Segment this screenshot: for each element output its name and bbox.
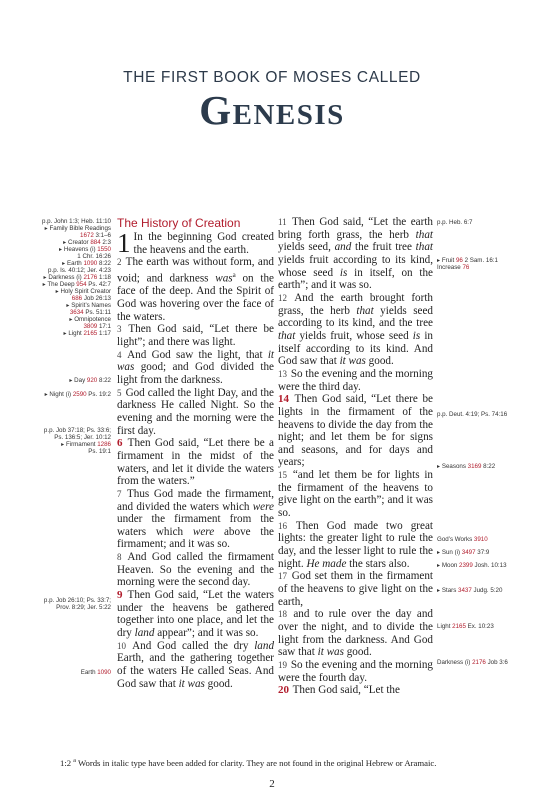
verse-text: in itself, on the earth”; and it was so. bbox=[278, 266, 433, 292]
margin-note-ref: 2 Sam. 16:1 bbox=[462, 257, 498, 264]
margin-note bbox=[437, 587, 502, 594]
margin-note-ref: Job 3:6 bbox=[485, 659, 508, 666]
verse-italic: it was bbox=[117, 348, 275, 374]
margin-note: p.p. John 1:3; Heb. 11:10 bbox=[41, 218, 111, 225]
verse-text: yields fruit, whose seed bbox=[295, 329, 413, 342]
margin-note: p.p. Job 37:18; Ps. 33:6; bbox=[43, 427, 111, 434]
margin-note-label: Earth bbox=[66, 260, 84, 267]
triangle-icon: ▸ bbox=[43, 274, 47, 281]
margin-note-ref: 2:3 bbox=[100, 239, 111, 246]
footnote bbox=[60, 758, 500, 768]
triangle-icon: ▸ bbox=[69, 316, 73, 323]
margin-note-label: Darkness (i) bbox=[437, 659, 473, 666]
margin-note-label: The Deep bbox=[47, 281, 77, 288]
verse-text: Then God said, “Let there be light”; and there was light. bbox=[117, 323, 274, 348]
verse-text: Then God said, “Let there be a firmament in the midst of the waters, and let it divide the waters from the waters.” bbox=[117, 437, 274, 488]
margin-note-label: God’s Works bbox=[437, 536, 474, 543]
margin-note bbox=[69, 377, 111, 384]
margin-note-ref: 1090 bbox=[97, 669, 111, 676]
margin-note: p.p. Deut. 4:19; Ps. 74:16 bbox=[437, 411, 508, 418]
verse-text: Thus God made the firmament, and divided the waters which bbox=[117, 487, 274, 513]
margin-note-ref: Ex. 10:23 bbox=[465, 623, 494, 630]
verse-1 bbox=[117, 228, 274, 258]
margin-note-ref: 2176 bbox=[83, 274, 98, 281]
verse-text: God set them in the firmament of the heavens to give light on the earth, bbox=[278, 570, 433, 608]
margin-note: Ps. 136:5; Jer. 10:12 bbox=[54, 434, 111, 441]
triangle-icon: ▸ bbox=[59, 246, 63, 253]
verse-text: And God called the dry bbox=[132, 639, 255, 652]
margin-note-label: Spirit’s Names bbox=[71, 302, 111, 309]
verse-20 bbox=[278, 684, 433, 697]
verse-number: 18 bbox=[278, 609, 287, 620]
verse-text: good; and God divided the light from the darkness. bbox=[117, 361, 274, 386]
margin-note-ref: 686 bbox=[71, 295, 83, 302]
triangle-icon: ▸ bbox=[66, 302, 70, 309]
verse-italic: He made bbox=[306, 557, 347, 570]
page-number: 2 bbox=[269, 778, 275, 790]
verse-text: So the evening and the morning were the fourth day. bbox=[278, 658, 433, 684]
verse-text: appear”; and it was so. bbox=[154, 627, 259, 640]
verse-text: yields seed according to its kind, and the tree bbox=[278, 304, 433, 330]
margin-note-ref: 17:1 bbox=[97, 323, 111, 330]
verse-text: Then God said, “Let there be lights in the firmament of the heavens to divide the day from the night; and let them be for signs and seasons, and for days and years; bbox=[278, 393, 433, 469]
margin-note-ref: Ps. 51:11 bbox=[83, 309, 111, 316]
verse-italic: that bbox=[415, 228, 433, 241]
footnote-marker: a bbox=[232, 270, 236, 279]
verse-4 bbox=[117, 349, 274, 387]
footnote-marker: a bbox=[73, 758, 76, 765]
verse-text: In the beginning God created the heavens and the earth. bbox=[133, 231, 274, 256]
margin-note-ref: 3634 bbox=[69, 309, 84, 316]
triangle-icon: ▸ bbox=[437, 549, 441, 556]
verse-text: Earth, and the gathering together of the waters He called Seas. And God saw that bbox=[117, 652, 274, 690]
section-heading: The History of Creation bbox=[117, 216, 241, 230]
margin-note-label: Heavens (i) bbox=[63, 246, 98, 253]
verse-6 bbox=[117, 437, 274, 488]
margin-note-ref: 920 bbox=[86, 377, 98, 384]
verse-text: good. bbox=[204, 677, 233, 690]
verse-number: 12 bbox=[278, 292, 287, 303]
margin-note bbox=[437, 264, 469, 271]
verse-9 bbox=[117, 589, 274, 640]
verse-text: on the face of the deep. And the Spirit of God was hovering over the face of the waters. bbox=[117, 272, 274, 323]
margin-note-ref: 1672 bbox=[80, 232, 94, 239]
verse-number: 9 bbox=[117, 589, 123, 602]
footnote-text: Words in italic type have been added for clarity. They are not found in the original Hebrew or Aramaic. bbox=[75, 758, 437, 768]
verse-15 bbox=[278, 469, 433, 520]
verse-text: God called the light Day, and the darkness He called Night. So the evening and the morning were the first day. bbox=[117, 386, 274, 437]
margin-note-label: Light bbox=[437, 623, 453, 630]
verse-text: yields fruit according to its kind, whose seed bbox=[278, 253, 433, 279]
verse-16 bbox=[278, 520, 433, 571]
margin-note-label: Omnipotence bbox=[74, 316, 111, 323]
margin-note-label: Night (i) bbox=[49, 391, 73, 398]
triangle-icon: ▸ bbox=[437, 257, 441, 264]
margin-note-label: Holy Spirit Creator bbox=[60, 288, 111, 295]
verse-italic: and bbox=[334, 241, 352, 254]
book-title: Genesis bbox=[199, 87, 345, 133]
verse-italic: it was bbox=[339, 355, 366, 368]
verse-number: 10 bbox=[117, 640, 126, 651]
margin-note-ref: 1286 bbox=[97, 441, 111, 448]
margin-note-ref: 3809 bbox=[83, 323, 98, 330]
verse-text: and to rule over the day and over the night, and to divide the light from the darkness. And God saw that bbox=[278, 608, 433, 659]
margin-note: Prov. 8:29; Jer. 5:22 bbox=[56, 604, 111, 611]
margin-note-ref: 8:22 bbox=[97, 260, 111, 267]
margin-note-ref: 76 bbox=[462, 264, 470, 271]
margin-note-ref: 3497 bbox=[461, 549, 476, 556]
triangle-icon: ▸ bbox=[437, 587, 441, 594]
verse-12 bbox=[278, 292, 433, 368]
verse-text: under the firmament from the waters which bbox=[117, 513, 274, 538]
margin-note-ref: 3437 bbox=[458, 587, 472, 594]
verse-10 bbox=[117, 640, 274, 691]
margin-note: p.p. Is. 40:12; Jer. 4:23 bbox=[48, 267, 111, 274]
triangle-icon: ▸ bbox=[437, 562, 441, 569]
text-column-left bbox=[117, 216, 274, 690]
margin-note-ref: 1:17 bbox=[97, 330, 111, 337]
verse-number: 16 bbox=[278, 520, 287, 531]
margin-note-ref: 2399 bbox=[459, 562, 473, 569]
verse-text: Then God said, “Let the bbox=[292, 684, 400, 697]
verse-number: 7 bbox=[117, 488, 122, 499]
verse-text: good. bbox=[365, 355, 394, 368]
verse-8 bbox=[117, 551, 274, 589]
verse-13 bbox=[278, 368, 433, 393]
verse-number: 2 bbox=[117, 257, 122, 268]
margin-note-ref: Judg. 5:20 bbox=[471, 587, 503, 594]
verse-14 bbox=[278, 393, 433, 469]
verse-italic: were bbox=[252, 500, 274, 513]
verse-text: And the earth brought forth grass, the herb bbox=[278, 291, 433, 317]
verse-text: above the firmament; and it was so. bbox=[117, 525, 274, 551]
verse-text: the stars also. bbox=[346, 557, 410, 570]
triangle-icon: ▸ bbox=[55, 288, 59, 295]
margin-note-ref: 2176 bbox=[472, 659, 486, 666]
verse-5 bbox=[117, 387, 274, 438]
margin-note-ref: 1090 bbox=[83, 260, 98, 267]
verse-italic: land bbox=[134, 627, 155, 640]
chapter-dropcap: 1 bbox=[117, 228, 131, 258]
text-column-right bbox=[278, 216, 433, 697]
verse-number: 14 bbox=[278, 393, 289, 406]
margin-note-label: Family Bible Readings bbox=[49, 225, 111, 232]
margin-note-ref: 37:9 bbox=[475, 549, 490, 556]
verse-text: And God saw the light, that bbox=[127, 348, 268, 361]
margin-note: 1 Chr. 16:26 bbox=[77, 253, 111, 260]
margin-note-ref: Job 26:13 bbox=[82, 295, 111, 302]
margin-note-ref: Ps. 42:7 bbox=[86, 281, 111, 288]
margin-note-label: Moon bbox=[441, 562, 460, 569]
verse-text: in itself according to its kind. And God saw that bbox=[278, 329, 434, 368]
margin-note bbox=[437, 463, 495, 470]
margin-note: p.p. Job 26:10; Ps. 33:7; bbox=[43, 597, 111, 604]
margin-note bbox=[45, 391, 111, 398]
triangle-icon: ▸ bbox=[42, 281, 46, 288]
margin-note-label: Seasons bbox=[441, 463, 468, 470]
margin-note-label: Day bbox=[74, 377, 87, 384]
margin-note-label: Light bbox=[68, 330, 84, 337]
margin-note-ref: 2165 bbox=[452, 623, 466, 630]
verse-italic: that bbox=[415, 241, 433, 254]
margin-note bbox=[81, 669, 111, 676]
verse-italic: land bbox=[254, 639, 275, 652]
triangle-icon: ▸ bbox=[437, 463, 441, 470]
verse-italic: it was bbox=[178, 677, 205, 690]
book-subtitle: THE FIRST BOOK OF MOSES CALLED bbox=[123, 69, 421, 86]
verse-italic: was bbox=[215, 272, 233, 285]
verse-italic: that bbox=[356, 304, 374, 317]
verse-text: the fruit tree bbox=[351, 241, 416, 254]
verse-number: 19 bbox=[278, 659, 287, 670]
margin-note-ref: Josh. 10:13 bbox=[472, 562, 507, 569]
triangle-icon: ▸ bbox=[62, 260, 66, 267]
verse-text: Then God made two great lights: the greater light to rule the day, and the lesser light to rule the night. bbox=[278, 519, 433, 570]
verse-text: Then God said, “Let the waters under the heavens be gathered together into one place, and let the dry bbox=[117, 589, 274, 640]
triangle-icon: ▸ bbox=[44, 391, 48, 398]
margin-note: p.p. Heb. 6:7 bbox=[437, 219, 473, 226]
margin-note-ref: 2165 bbox=[83, 330, 98, 337]
margin-note-ref: 3169 bbox=[467, 463, 482, 470]
verse-17 bbox=[278, 570, 433, 608]
margin-note bbox=[437, 659, 508, 666]
margin-note-ref: 8:22 bbox=[481, 463, 496, 470]
margin-note-ref: 1550 bbox=[97, 246, 111, 253]
triangle-icon: ▸ bbox=[63, 330, 67, 337]
margin-note-ref: 884 bbox=[90, 239, 101, 246]
margin-note-ref: 8:22 bbox=[97, 377, 111, 384]
margin-note-label: Increase bbox=[437, 264, 463, 271]
triangle-icon: ▸ bbox=[63, 239, 67, 246]
verse-text: And God called the firmament Heaven. So the evening and the morning were the second day. bbox=[117, 551, 274, 589]
verse-number: 11 bbox=[278, 217, 287, 227]
verse-number: 4 bbox=[117, 349, 122, 360]
verse-italic: were bbox=[192, 525, 215, 538]
margin-note bbox=[437, 623, 494, 630]
verse-2 bbox=[117, 256, 274, 323]
verse-11 bbox=[278, 216, 433, 292]
margin-note-ref: 1:18 bbox=[97, 274, 111, 281]
verse-19 bbox=[278, 659, 433, 684]
margin-note bbox=[437, 549, 489, 556]
margin-note-ref: 954 bbox=[76, 281, 87, 288]
triangle-icon: ▸ bbox=[61, 441, 65, 448]
margin-note-label: Darkness (i) bbox=[48, 274, 84, 281]
verse-italic: is bbox=[339, 266, 348, 279]
verse-18 bbox=[278, 608, 433, 659]
verse-text: good. bbox=[343, 646, 372, 659]
margin-note-label: Earth bbox=[80, 669, 98, 676]
margin-note bbox=[437, 536, 488, 543]
triangle-icon: ▸ bbox=[44, 225, 48, 232]
verse-text: “and let them be for lights in the firmament of the heavens to give light on the earth”; and it was so. bbox=[278, 469, 433, 520]
margin-note: Ps. 19:1 bbox=[88, 448, 111, 455]
margin-note-ref: 96 bbox=[455, 257, 463, 264]
margin-note-label: Sun (i) bbox=[441, 549, 462, 556]
margin-note-label: Creator bbox=[67, 239, 91, 246]
verse-text: yields seed, bbox=[278, 241, 335, 254]
verse-italic: that bbox=[278, 329, 296, 342]
margin-note-label: Firmament bbox=[65, 441, 98, 448]
verse-3 bbox=[117, 323, 274, 348]
verse-number: 17 bbox=[278, 571, 287, 582]
verse-text: So the evening and the morning were the third day. bbox=[278, 367, 433, 393]
verse-italic: it was bbox=[317, 646, 344, 659]
footnote-ref: 1:2 bbox=[60, 758, 72, 768]
margin-note-ref: 2590 bbox=[72, 391, 87, 398]
margin-note-label: Fruit bbox=[441, 257, 456, 264]
margin-note bbox=[437, 562, 507, 569]
verse-italic: is bbox=[412, 329, 421, 342]
triangle-icon: ▸ bbox=[69, 377, 73, 384]
verse-text: The earth was without form, and void; and darkness bbox=[117, 256, 274, 285]
verse-number: 6 bbox=[117, 437, 123, 450]
margin-note-ref: 3:1–6 bbox=[93, 232, 111, 239]
verse-number: 8 bbox=[117, 552, 122, 563]
margin-note bbox=[63, 330, 111, 337]
verse-7 bbox=[117, 488, 274, 551]
margin-note-label: Stars bbox=[441, 587, 459, 594]
margin-note-ref: Ps. 19:2 bbox=[86, 391, 111, 398]
margin-note-ref: 3910 bbox=[473, 536, 488, 543]
verse-number: 13 bbox=[278, 368, 287, 379]
verse-number: 20 bbox=[278, 684, 289, 697]
verse-number: 15 bbox=[278, 470, 287, 481]
verse-number: 5 bbox=[117, 387, 122, 398]
verse-number: 3 bbox=[117, 324, 122, 335]
verse-text: Then God said, “Let the earth bring forth grass, the herb bbox=[278, 216, 433, 241]
